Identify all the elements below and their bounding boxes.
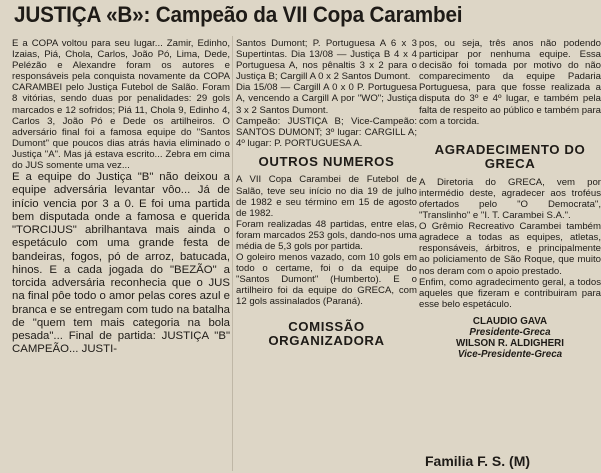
signature-role-1: Presidente-Greca [469, 326, 551, 338]
match-results-2: Dia 15/08 — Cargill A 0 x 0 P. Portuguesa A, vencendo a Cargill A por "WO"; Justiça 3 x 2 Santos Dumont. [236, 82, 417, 116]
column-1 [12, 38, 230, 473]
signature-role-2: Vice-Presidente-Greca [457, 348, 563, 360]
section-heading-other-numbers: OUTROS NUMEROS [258, 153, 395, 169]
column-3 [419, 38, 601, 471]
thanks-paragraph-1: A Diretoria do GRECA, vem por intermédio deste, agradecer aos troféus ofertados pelo "O Democrata", "Translinho" e "I. T. Carambei S.A.". [419, 176, 601, 222]
numbers-paragraph-2: Foram realizadas 48 partidas, entre elas, foram marcados 253 gols, dando-nos uma média de 5,3 gols por partida. [236, 218, 417, 252]
headline: JUSTIÇA «B»: Campeão da VII Copa Carambei [14, 2, 463, 27]
numbers-paragraph-3: O goleiro menos vazado, com 10 gols em todo o certame, foi o da equipe do "Santos Dumont" (Humberto). E o artilheiro foi da equipe do GRECA, com 12 gols assinalados (Paraná). [236, 252, 417, 308]
final-standings: Campeão: JUSTIÇA B; Vice-Campeão: SANTOS DUMONT; 3º lugar: CARGILL A; 4º lugar: P. PORTUGUESA A. [236, 115, 417, 149]
article-paragraph-1: E a COPA voltou para seu lugar... Zamir, Edinho, Izaias, Piá, Chola, Carlos, João Pó, Lima, Dede, Pelézão e Alexandre foram os autores e responsáveis pela conquista novamente da COPA CARAMBEI pelo Justiça Futebol de Salão. Foram 8 vitórias, sendo duas por penalidades: 29 gols marcados e 12 sofridos; Piá 11, Chola 9, Edinho 4, Carlos 3, João Pó e Dede os artilheiros. O adversário final foi a famosa equipe do "Santos Dumont" que poucos dias atrás havia eliminado o Justiça "A". Mas já estava escrito... Zebra em cima do JUS somente uma vez... [12, 38, 230, 172]
match-results: Santos Dumont; P. Portuguesa A 6 x 3 Supertintas. Dia 13/08 — Justiça B 4 x 4 Portuguesa A, nos pênaltis 3 x 2 para o Justiça B; Cargill A 0 x 2 Santos Dumont. [236, 38, 417, 83]
section-heading-greca-thanks: AGRADECIMENTO DO GRECA [434, 141, 586, 172]
section-heading-committee-1: COMISSÃO [288, 318, 365, 334]
numbers-paragraph-1: A VII Copa Carambei de Futebol de Salão, teve seu início no dia 19 de julho de 1982 e seu término em 15 de agosto de 1982. [236, 174, 417, 219]
signature-name-1: CLAUDIO GAVA [472, 315, 548, 327]
page-fold [232, 36, 233, 471]
cut-off-heading: Familia F. S. (M) [425, 453, 531, 469]
column-2 [236, 38, 417, 471]
section-heading-committee-2: ORGANIZADORA [268, 333, 385, 349]
thanks-paragraph-2: O Grêmio Recreativo Carambei também agradece a todas as equipes, atletas, responsáveis, árbitros, e principalmente ao policiamento de São Roque, que muito nos deram com o apoio prestado. [419, 221, 601, 277]
signature-name-2: WILSON R. ALDIGHERI [456, 337, 564, 349]
penalty-paragraph: pos, ou seja, três anos não podendo participar por nenhuma equipe. Essa decisão foi tomada por motivo do não comparecimento da equipe Padaria Portuguesa, para que fosse realizada a disputa do 3º e 4º lugar, e também pela falta de respeito ao público e também para com a torcida. [419, 38, 601, 127]
thanks-paragraph-3: Enfim, como agradecimento geral, a todos aqueles que fizeram e contribuiram para esse belo espetáculo. [419, 276, 601, 310]
article-paragraph-2: E a equipe do Justiça "B" não deixou a equipe adversária levantar vôo... Já de início vencia por 3 a 0. E foi uma partida bem disputada onde a famosa e querida "TORCIJUS" abrilhantava mais ainda o espetáculo com uma grande festa de bandeiras, fogos, pó de arroz, batucada, hinos. E a cada jogada do "BEZÃO" a torcida adversária reconhecia que o JUS na final pôe todo o amor pelas cores azul e branca e se entregam com tudo na batalha de "quem tem mais categoria na bola pesada"... Final de partida: JUSTIÇA "B" CAMPEÃO... JUSTI- [12, 171, 230, 356]
